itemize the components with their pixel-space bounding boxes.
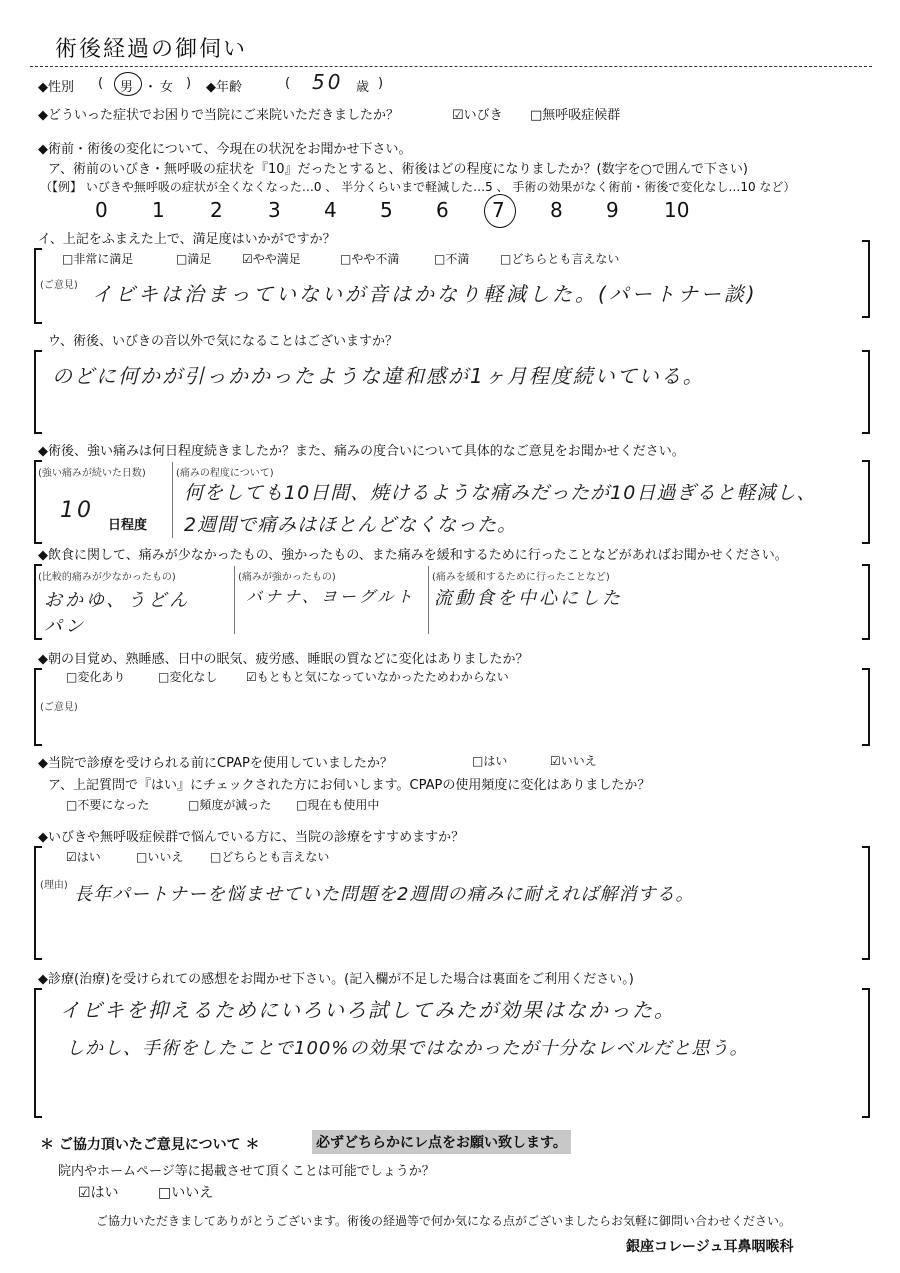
satisfaction-option[interactable]: □どちらとも言えない <box>500 252 620 266</box>
severity-scale-digit[interactable]: 8 <box>550 198 563 222</box>
satisfaction-option[interactable]: □非常に満足 <box>62 252 134 266</box>
recommend-bracket-left <box>34 846 42 960</box>
sleep-opinion-label: (ご意見) <box>40 702 78 713</box>
other-bracket-left <box>34 350 42 434</box>
food-col2-label: (痛みが強かったもの) <box>238 572 336 583</box>
severity-scale-digit[interactable]: 4 <box>324 198 337 222</box>
impression-question: ◆診療(治療)を受けられての感想をお聞かせ下さい。(記入欄が不足した場合は裏面をご利用ください。) <box>38 972 634 987</box>
severity-scale-digit[interactable]: 0 <box>95 198 108 222</box>
severity-scale-digit[interactable]: 7 <box>492 198 505 222</box>
other-bracket-right <box>862 350 870 434</box>
satisfaction-opinion-label: (ご意見) <box>40 280 78 291</box>
sleep-option[interactable]: ☑もともと気になっていなかったためわからない <box>246 670 509 684</box>
other-concerns-answer[interactable]: のどに何かが引っかかったような違和感が1ヶ月程度続いている。 <box>52 364 705 388</box>
pain-days-value[interactable]: 10 <box>60 498 94 523</box>
severity-scale-digit[interactable]: 5 <box>380 198 393 222</box>
satisfaction-option[interactable]: ☑やや満足 <box>242 252 301 266</box>
pain-degree-line[interactable]: 2週間で痛みはほとんどなくなった。 <box>184 514 518 536</box>
gender-close-paren: ) <box>186 76 192 91</box>
page-title: 術後経過の御伺い <box>55 37 248 62</box>
satisfaction-opinion-text[interactable]: イビキは治まっていないが音はかなり軽減した。(パートナー談) <box>92 282 758 306</box>
satisfaction-question: イ、上記をふまえた上で、満足度はいかがですか？ <box>38 232 336 247</box>
severity-scale-digit[interactable]: 1 <box>152 198 165 222</box>
pain-days-label: (強い痛みが続いた日数) <box>38 468 146 479</box>
food-col1-label: (比較的痛みが少なかったもの) <box>38 572 176 583</box>
impression-line[interactable]: イビキを抑えるためにいろいろ試してみたが効果はなかった。 <box>60 998 676 1022</box>
gender-label: ◆性別 <box>38 80 74 95</box>
other-concerns-question: ウ、術後、いびきの音以外で気になることはございますか？ <box>48 334 398 349</box>
sleep-question: ◆朝の目覚め、熟睡感、日中の眠気、疲労感、睡眠の質などに変化はありましたか？ <box>38 652 529 667</box>
cpap-question: ◆当院で診療を受けられる前にCPAPを使用していましたか？ <box>38 756 393 771</box>
food-divider-1 <box>234 566 235 634</box>
gender-male-option[interactable]: 男 <box>120 80 134 95</box>
food-col3-label: (痛みを緩和するために行ったことなど) <box>432 572 610 583</box>
food-col3-value[interactable]: 流動食を中心にした <box>434 588 623 609</box>
cpap-sub-option[interactable]: □不要になった <box>66 798 150 812</box>
recommend-question: ◆いびきや無呼吸症候群で悩んでいる方に、当院の診療をすすめますか？ <box>38 830 465 845</box>
change-header: ◆術前・術後の変化について、今現在の状況をお聞かせ下さい。 <box>38 142 412 157</box>
sleep-bracket-right <box>862 668 870 746</box>
sleep-option[interactable]: □変化なし <box>158 670 218 684</box>
food-col1-value[interactable]: おかゆ、うどん <box>44 590 191 611</box>
age-label: ◆年齢 <box>206 80 242 95</box>
food-question: ◆飲食に関して、痛みが少なかったもの、強かったもの、また痛みを緩和するために行ったことなどがあればお聞かせください。 <box>38 548 788 563</box>
pain-degree-label: (痛みの程度について) <box>176 468 274 479</box>
pain-degree-line[interactable]: 何をしても10日間、焼けるような痛みだったが10日過ぎると軽減し、 <box>184 482 817 504</box>
satisfaction-option[interactable]: □不満 <box>434 252 470 266</box>
severity-scale-digit[interactable]: 3 <box>268 198 281 222</box>
clinic-name: 銀座コレージュ耳鼻咽喉科 <box>626 1239 794 1255</box>
change-example: （【例】 いびきや無呼吸の症状が全くなくなった…0 、 半分くらいまで軽減した…5 、 手術の効果がなく術前・術後で変化なし…10 など） <box>40 180 796 194</box>
pain-bracket-right <box>862 460 870 544</box>
recommend-reason-text[interactable]: 長年パートナーを悩ませていた問題を2週間の痛みに耐えれば解消する。 <box>74 884 695 905</box>
gender-male-circle <box>114 72 142 96</box>
age-value[interactable]: 50 <box>312 70 344 94</box>
footer-consent-heading: ＊ ご協力頂いたご意見について ＊ <box>40 1137 260 1153</box>
satisfaction-bracket-right <box>862 240 870 318</box>
gender-female-option[interactable]: 女 <box>160 80 174 95</box>
footer-thanks: ご協力いただきましてありがとうございます。術後の経過等で何か気になる点がございましたらお気軽に御問い合わせください。 <box>96 1214 792 1228</box>
recommend-option[interactable]: □どちらとも言えない <box>210 850 330 864</box>
recommend-option[interactable]: ☑はい <box>66 850 101 864</box>
severity-selected-circle <box>484 194 516 228</box>
pain-days-unit: 日程度 <box>108 518 148 533</box>
footer-question: 院内やホームページ等に掲載させて頂くことは可能でしょうか？ <box>58 1164 435 1179</box>
recommend-bracket-right <box>862 846 870 960</box>
age-close-paren: ) <box>378 76 384 91</box>
satisfaction-option[interactable]: □満足 <box>176 252 212 266</box>
food-divider-2 <box>428 566 429 634</box>
age-unit: 歳 <box>356 80 370 95</box>
change-question-a: ア、術前のいびき・無呼吸の症状を『10』だったとすると、術後はどの程度になりましたか？(数字を○で囲んで下さい) <box>48 162 748 177</box>
footer-yes-option[interactable]: ☑はい <box>78 1185 119 1201</box>
gender-separator: ・ <box>144 80 158 95</box>
pain-question: ◆術後、強い痛みは何日程度続きましたか？また、痛みの度合いについて具体的なご意見をお聞かせください。 <box>38 444 685 459</box>
cpap-no-option[interactable]: ☑いいえ <box>550 754 597 768</box>
severity-scale-digit[interactable]: 10 <box>664 198 690 222</box>
impression-line[interactable]: しかし、手術をしたことで100%の効果ではなかったが十分なレベルだと思う。 <box>66 1038 749 1059</box>
cpap-yes-option[interactable]: □はい <box>472 754 508 768</box>
symptom-question: ◆どういった症状でお困りで当院にご来院いただきましたか？ <box>38 108 399 123</box>
satisfaction-option[interactable]: □やや不満 <box>340 252 400 266</box>
cpap-sub-option[interactable]: □頻度が減った <box>188 798 272 812</box>
severity-scale-digit[interactable]: 6 <box>436 198 449 222</box>
age-open-paren: ( <box>285 76 291 91</box>
sleep-option[interactable]: □変化あり <box>66 670 126 684</box>
symptom-option-apnea[interactable]: □無呼吸症候群 <box>530 108 621 123</box>
severity-scale-digit[interactable]: 2 <box>210 198 223 222</box>
food-col2-value[interactable]: バナナ、ヨーグルト <box>246 587 416 606</box>
impression-bracket-right <box>862 988 870 1118</box>
pain-divider <box>172 462 173 538</box>
severity-scale-digit[interactable]: 9 <box>606 198 619 222</box>
cpap-sub-option[interactable]: □現在も使用中 <box>296 798 380 812</box>
cpap-sub-question: ア、上記質問で『はい』にチェックされた方にお伺いします。CPAPの使用頻度に変化はありましたか？ <box>48 778 651 793</box>
gender-open-paren: ( <box>98 76 104 91</box>
food-bracket-right <box>862 564 870 640</box>
recommend-option[interactable]: □いいえ <box>136 850 184 864</box>
footer-highlight: 必ずどちらかにレ点をお願い致します。 <box>312 1130 571 1154</box>
food-col1-value[interactable]: パン <box>44 616 86 637</box>
footer-no-option[interactable]: □いいえ <box>158 1185 214 1201</box>
title-underline <box>30 66 872 67</box>
symptom-option-snoring[interactable]: ☑いびき <box>452 108 503 123</box>
recommend-reason-label: (理由) <box>40 880 68 891</box>
impression-bracket-left <box>34 988 42 1118</box>
